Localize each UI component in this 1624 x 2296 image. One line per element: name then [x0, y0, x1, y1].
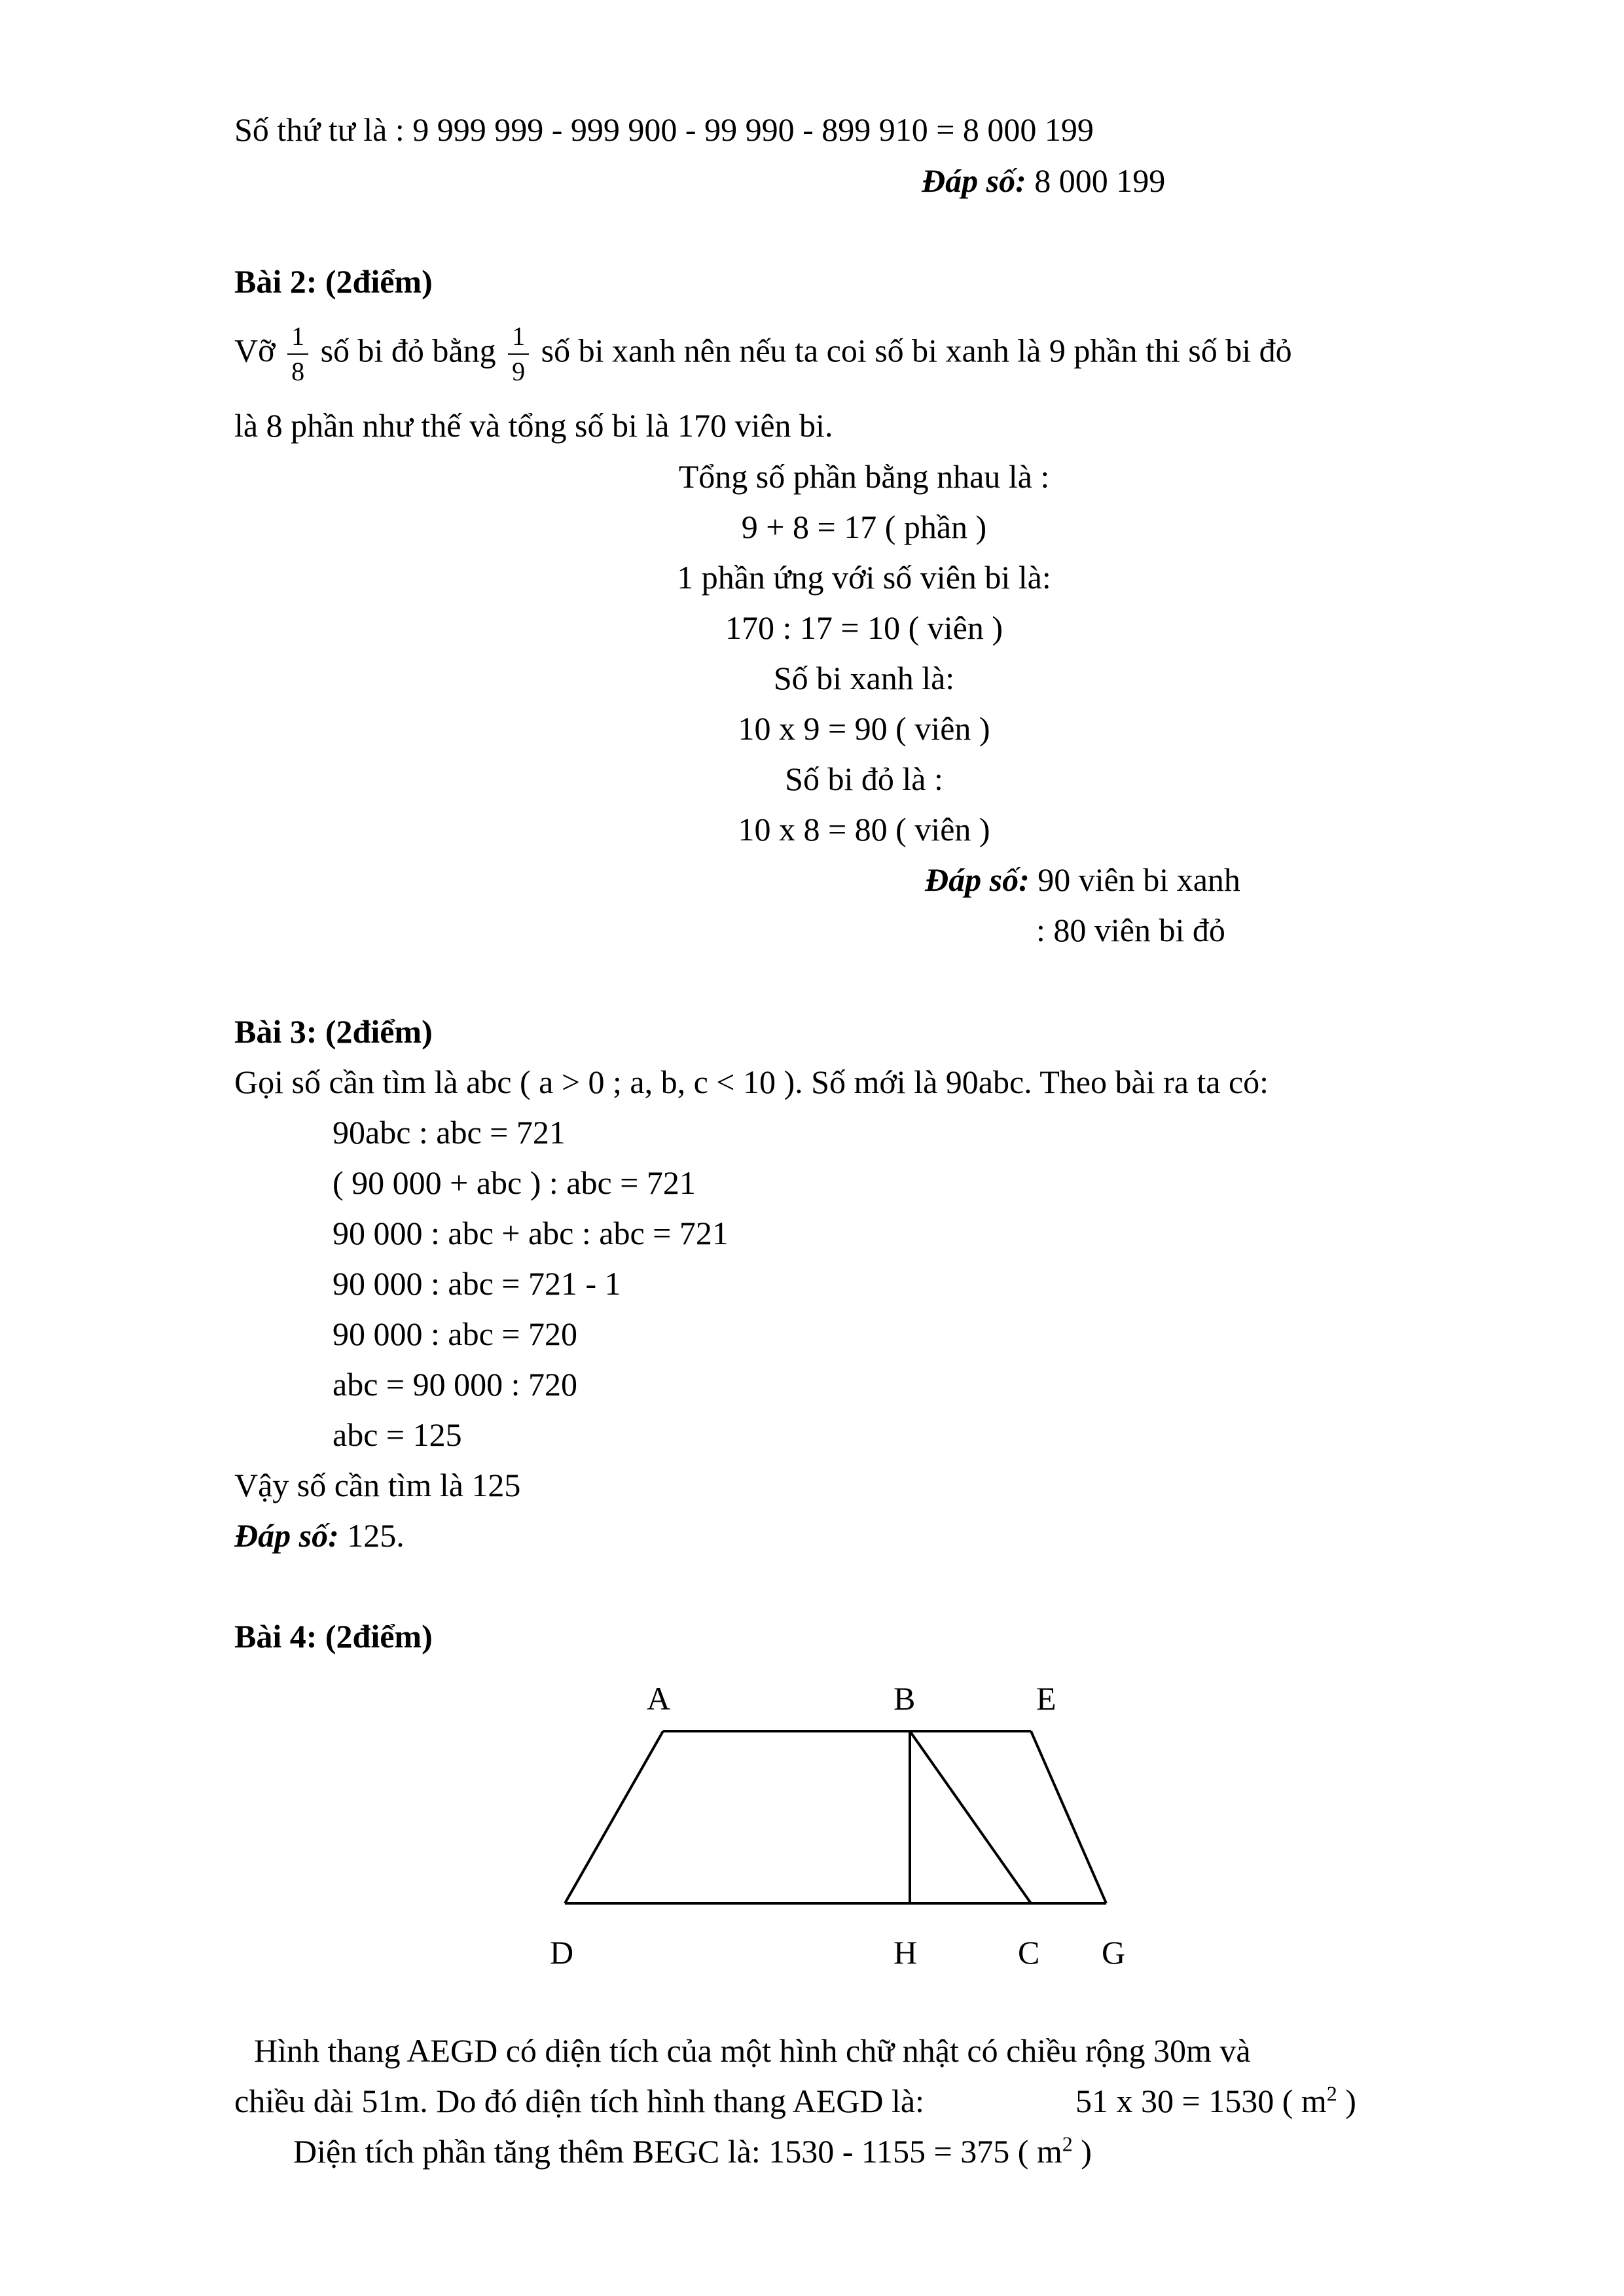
point-label-A: A [647, 1680, 671, 1717]
frac-num: 1 [287, 319, 308, 355]
text: ) [1072, 2133, 1092, 2170]
bai3-step: ( 90 000 + abc ) : abc = 721 [333, 1164, 696, 1201]
bai2-step: 170 : 17 = 10 ( viên ) [725, 609, 1003, 646]
bai2-step: 1 phần ứng với số viên bi là: [677, 559, 1051, 596]
text: Vỡ [234, 332, 276, 369]
answer-value: 8 000 199 [1026, 162, 1166, 199]
segment-BC [910, 1731, 1031, 1903]
bai3-step: 90 000 : abc + abc : abc = 721 [333, 1215, 729, 1251]
bai4-paragraph-line1: Hình thang AEGD có diện tích của một hình chữ nhật có chiều rộng 30m và [254, 2032, 1251, 2069]
bai2-paragraph-line2: là 8 phần như thế và tổng số bi là 170 viên bi. [234, 407, 833, 444]
bai2-step: Số bi đỏ là : [785, 761, 943, 797]
segment-AD [565, 1731, 663, 1903]
bai3-title: Bài 3: (2điểm) [234, 1013, 433, 1050]
frac-den: 9 [512, 357, 526, 386]
frac-den: 8 [291, 357, 305, 386]
text: số bi đỏ bằng [320, 332, 496, 369]
frac-num: 1 [508, 319, 529, 355]
answer-value: 125. [338, 1517, 405, 1554]
answer-label: Đáp số: [234, 1517, 339, 1554]
bai4-paragraph-line2 [234, 2083, 924, 2121]
bai4-area-calc [1075, 2083, 1356, 2121]
answer-label: Đáp số: [925, 861, 1030, 898]
bai3-step: 90 000 : abc = 720 [333, 1316, 577, 1352]
bai3-step: abc = 90 000 : 720 [333, 1366, 577, 1403]
segment-EG [1031, 1731, 1106, 1903]
bai3-conclusion: Vậy số cần tìm là 125 [234, 1467, 521, 1503]
point-label-C: C [1018, 1934, 1040, 1971]
bai4-title: Bài 4: (2điểm) [234, 1618, 433, 1655]
text: Diện tích phần tăng thêm BEGC là: 1530 - 1155 = 375 ( m [293, 2133, 1062, 2170]
point-label-H: H [893, 1934, 918, 1971]
point-label-G: G [1102, 1934, 1126, 1971]
bai3-step: 90abc : abc = 721 [333, 1114, 566, 1151]
bai2-answer-2: : 80 viên bi đỏ [1036, 912, 1225, 948]
bai2-title: Bài 2: (2điểm) [234, 263, 433, 300]
bai3-intro: Gọi số cần tìm là abc ( a > 0 ; a, b, c < 10 ). Số mới là 90abc. Theo bài ra ta có: [234, 1064, 1269, 1100]
bai4-paragraph-line3 [293, 2133, 1092, 2171]
text: số bi xanh nên nếu ta coi số bi xanh là 9 phần thi số bi đỏ [541, 332, 1292, 369]
remaining-number-line: Số thứ tư là : 9 999 999 - 999 900 - 99 990 - 899 910 = 8 000 199 [234, 111, 1094, 148]
bai2-step: Tổng số phần bằng nhau là : [678, 458, 1050, 495]
exponent: 2 [1062, 2132, 1073, 2156]
text: 51 x 30 = 1530 ( m [1075, 2083, 1327, 2119]
bai2-step: Số bi xanh là: [773, 660, 955, 696]
text: ) [1337, 2083, 1356, 2119]
point-label-D: D [550, 1934, 574, 1971]
bai2-step: 10 x 8 = 80 ( viên ) [738, 811, 990, 848]
answer-value: 90 viên bi xanh [1029, 861, 1240, 898]
exponent: 2 [1326, 2081, 1337, 2106]
answer-label: Đáp số: [922, 162, 1026, 199]
bai3-step: abc = 125 [333, 1416, 462, 1453]
bai2-step: 9 + 8 = 17 ( phần ) [741, 509, 987, 545]
bai3-step: 90 000 : abc = 721 - 1 [333, 1265, 621, 1302]
point-label-E: E [1036, 1680, 1056, 1717]
bai2-step: 10 x 9 = 90 ( viên ) [738, 710, 990, 747]
text: chiều dài 51m. Do đó diện tích hình thang AEGD là: [234, 2083, 924, 2119]
point-label-B: B [893, 1680, 916, 1717]
